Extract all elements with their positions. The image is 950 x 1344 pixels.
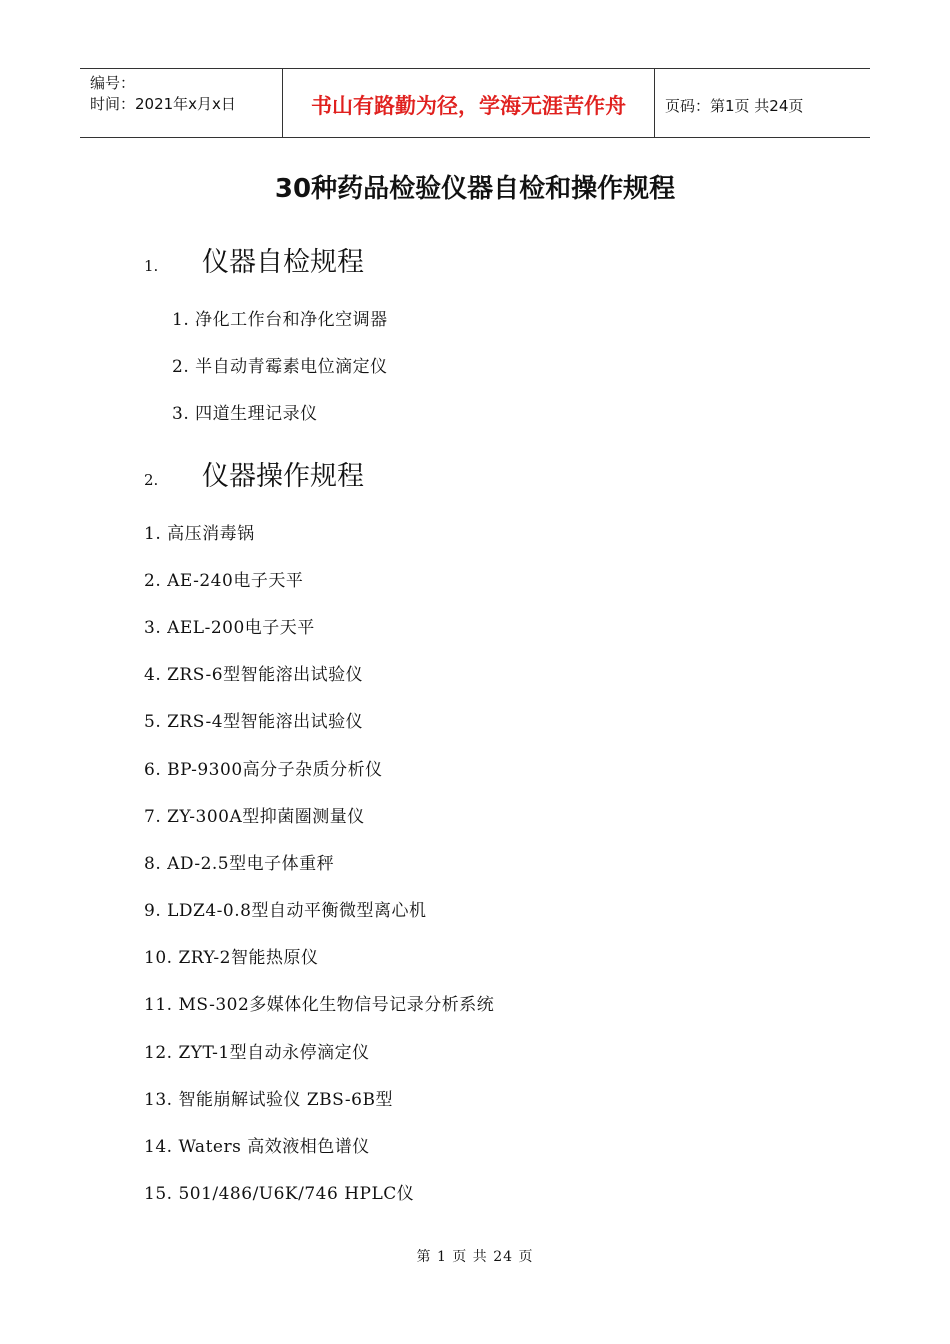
list-item: 1. 高压消毒锅 [144,524,255,544]
list-item: 5. ZRS-4型智能溶出试验仪 [144,712,364,732]
list-item: 1. 净化工作台和净化空调器 [172,310,388,330]
header-page-info: 页码：第1页 共24页 [665,96,804,115]
list-item: 4. ZRS-6型智能溶出试验仪 [144,665,364,685]
code-label: 编号： [90,74,136,92]
list-item: 3. AEL-200电子天平 [144,618,315,638]
list-item: 10. ZRY-2智能热原仪 [144,948,319,968]
list-item: 6. BP-9300高分子杂质分析仪 [144,760,383,780]
list-item: 8. AD-2.5型电子体重秤 [144,854,335,874]
section-number: 2. [144,471,159,489]
list-item: 13. 智能崩解试验仪 ZBS-6B型 [144,1090,393,1110]
list-item: 2. AE-240电子天平 [144,571,304,591]
document-title: 30种药品检验仪器自检和操作规程 [274,174,676,204]
list-item: 11. MS-302多媒体化生物信号记录分析系统 [144,995,495,1015]
list-item: 14. Waters 高效液相色谱仪 [144,1137,370,1157]
header-left-cell [80,69,282,137]
section-heading-self-check [144,240,364,279]
document-header [80,68,870,138]
list-item: 15. 501/486/U6K/746 HPLC仪 [144,1184,415,1204]
list-item: 9. LDZ4-0.8型自动平衡微型离心机 [144,901,427,921]
list-item: 12. ZYT-1型自动永停滴定仪 [144,1043,370,1063]
list-item: 7. ZY-300A型抑菌圈测量仪 [144,807,365,827]
section-heading-operation [144,454,364,493]
section-title: 仪器操作规程 [202,461,364,492]
time-label: 时间：2021年x月x日 [90,95,236,113]
list-item: 3. 四道生理记录仪 [172,404,318,424]
section-number: 1. [144,257,159,275]
page-footer: 第 1 页 共 24 页 [416,1249,534,1265]
section-title: 仪器自检规程 [202,247,364,278]
header-motto: 书山有路勤为径，学海无涯苦作舟 [282,69,655,137]
list-item: 2. 半自动青霉素电位滴定仪 [172,357,388,377]
